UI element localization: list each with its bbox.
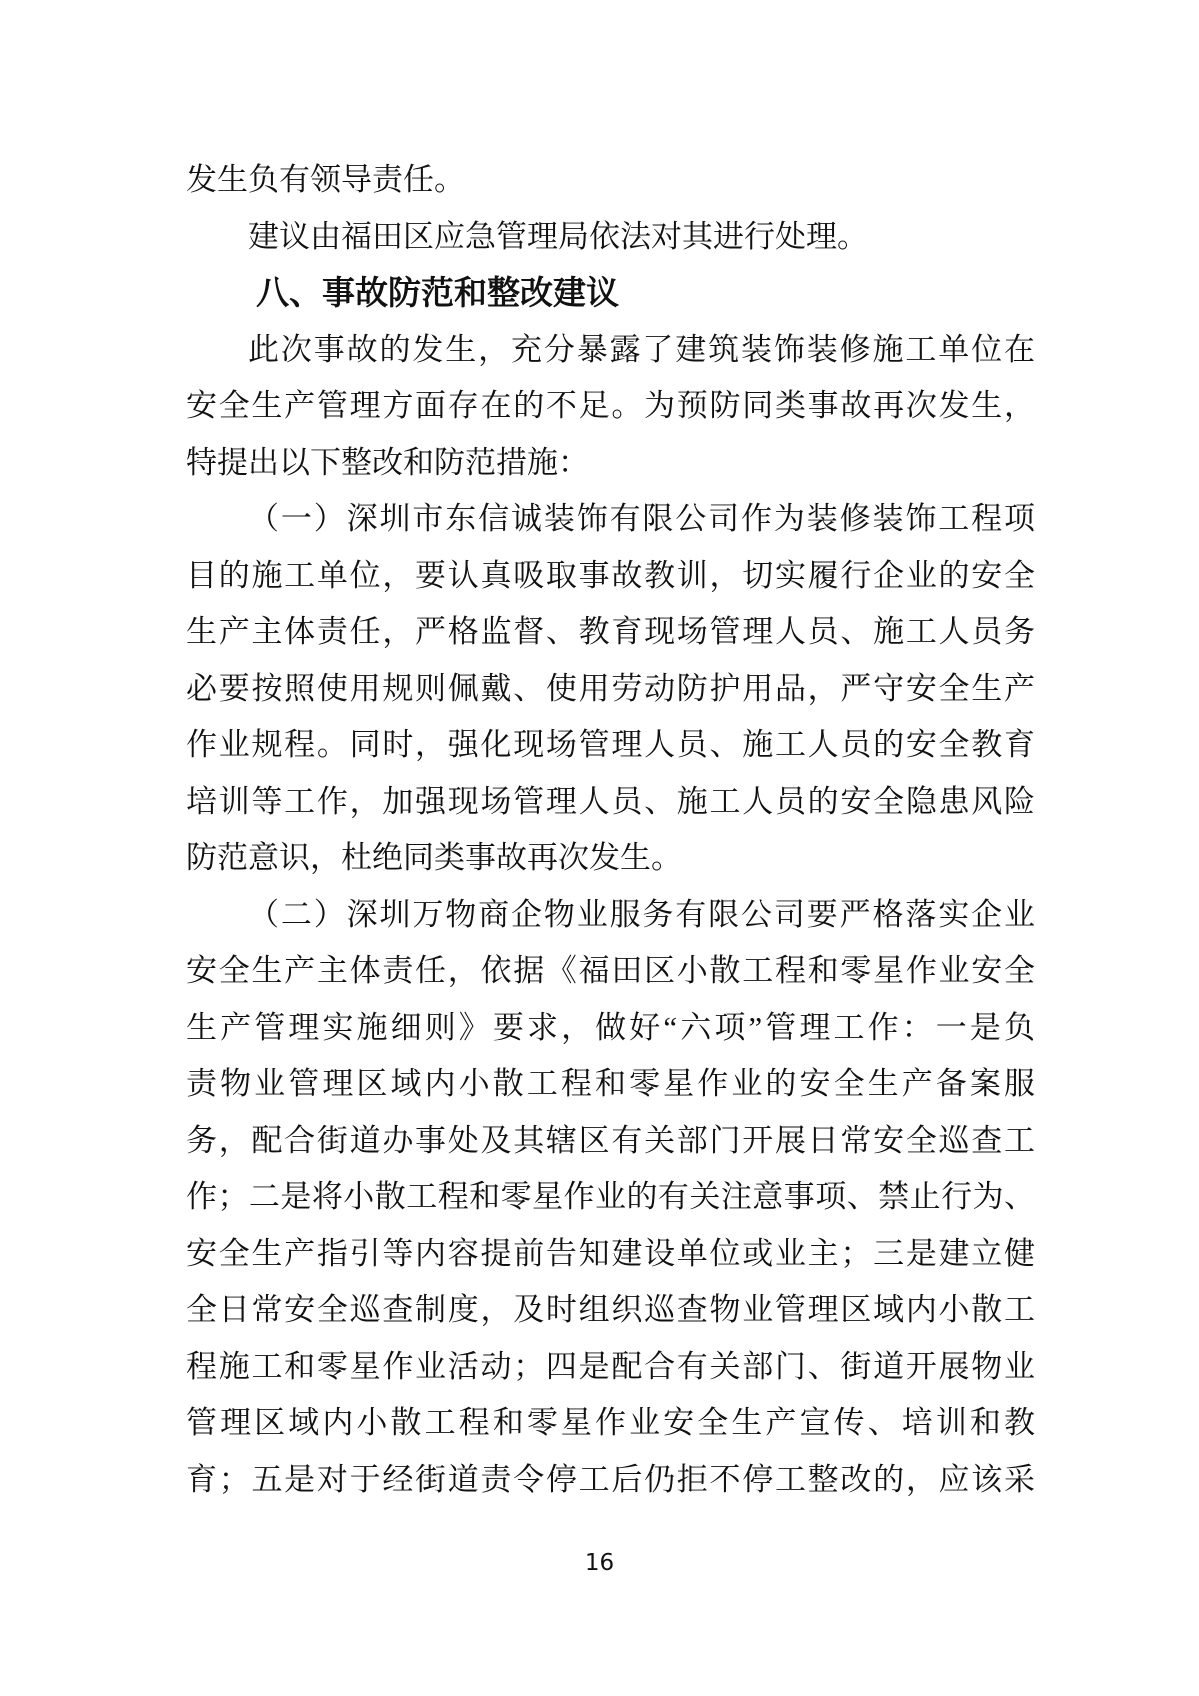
text-line: 管理区域内小散工程和零星作业安全生产宣传、培训和教 <box>186 1405 1035 1440</box>
text-line: 程施工和零星作业活动；四是配合有关部门、街道开展物业 <box>186 1348 1035 1384</box>
text-line: 责物业管理区域内小散工程和零星作业的安全生产备案服 <box>186 1066 1035 1101</box>
text-line: 生产管理实施细则》要求，做好“六项”管理工作：一是负 <box>186 1009 1035 1045</box>
text-line: 目的施工单位，要认真吸取事故教训，切实履行企业的安全 <box>186 557 1035 593</box>
text-line: 培训等工作，加强现场管理人员、施工人员的安全隐患风险 <box>186 783 1035 819</box>
text-line: 育；五是对于经街道责令停工后仍拒不停工整改的，应该采 <box>186 1461 1035 1497</box>
text-line: 特提出以下整改和防范措施： <box>186 444 589 480</box>
text-line: 全日常安全巡查制度，及时组织巡查物业管理区域内小散工 <box>186 1292 1035 1327</box>
text-line: 务，配合街道办事处及其辖区有关部门开展日常安全巡查工 <box>186 1122 1035 1158</box>
page-number: 16 <box>584 1550 615 1576</box>
document-text-block <box>186 152 1035 1508</box>
text-line: 作业规程。同时，强化现场管理人员、施工人员的安全教育 <box>186 727 1035 762</box>
text-line: 安全生产管理方面存在的不足。为预防同类事故再次发生， <box>186 388 1035 423</box>
text-line: 必要按照使用规则佩戴、使用劳动防护用品，严守安全生产 <box>186 670 1035 706</box>
text-line: 安全生产指引等内容提前告知建设单位或业主；三是建立健 <box>186 1235 1035 1271</box>
text-line: 此次事故的发生，充分暴露了建筑装饰装修施工单位在 <box>248 331 1035 367</box>
section-heading: 八、事故防范和整改建议 <box>256 274 619 311</box>
text-line: 安全生产主体责任，依据《福田区小散工程和零星作业安全 <box>186 953 1035 988</box>
text-line: 生产主体责任，严格监督、教育现场管理人员、施工人员务 <box>186 614 1035 649</box>
text-line: 防范意识，杜绝同类事故再次发生。 <box>186 840 682 875</box>
text-line: 建议由福田区应急管理局依法对其进行处理。 <box>248 218 868 254</box>
text-line: 作；二是将小散工程和零星作业的有关注意事项、禁止行为、 <box>186 1179 1035 1214</box>
text-line: （二）深圳万物商企物业服务有限公司要严格落实企业 <box>248 896 1035 932</box>
text-line: （一）深圳市东信诚装饰有限公司作为装修装饰工程项 <box>248 501 1035 536</box>
text-line: 发生负有领导责任。 <box>186 162 465 197</box>
